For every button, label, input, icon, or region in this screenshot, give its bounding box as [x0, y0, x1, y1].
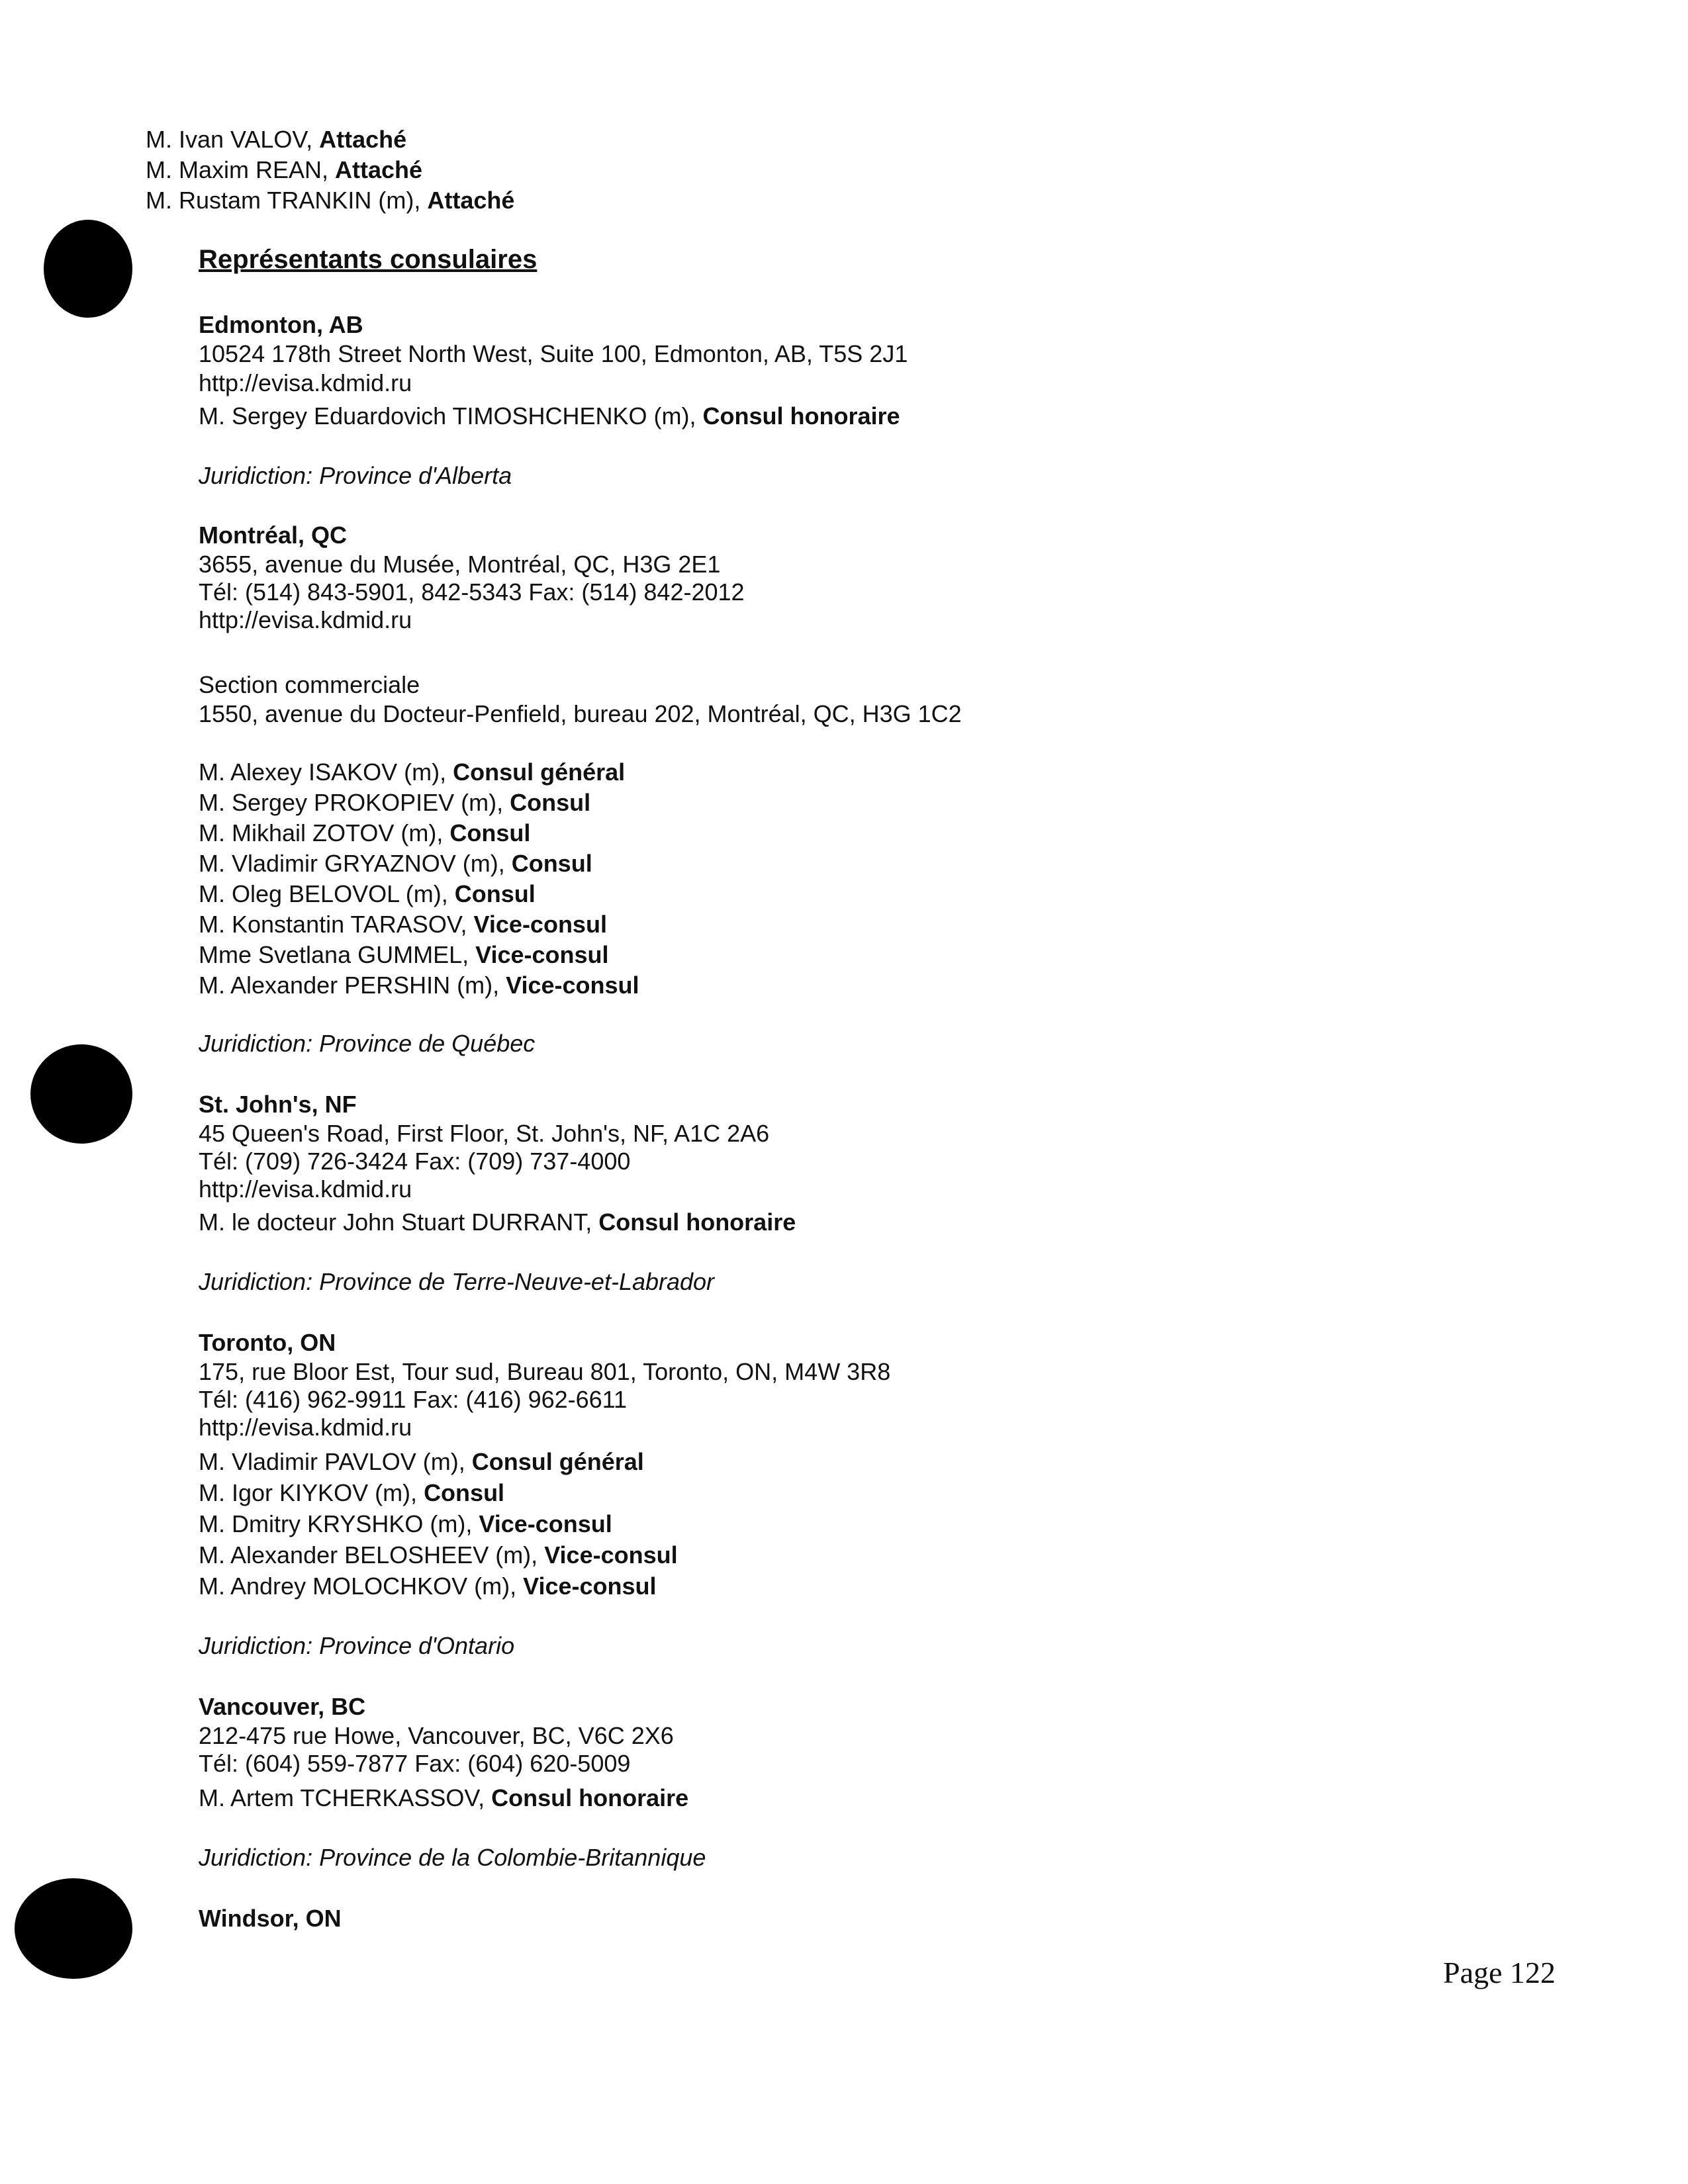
vancouver-address: 212-475 rue Howe, Vancouver, BC, V6C 2X6 [199, 1722, 674, 1749]
attache-line: M. Ivan VALOV, Attaché [146, 126, 407, 153]
edmonton-url: http://evisa.kdmid.ru [199, 369, 412, 396]
edmonton-jurisdiction: Juridiction: Province d'Alberta [199, 462, 512, 489]
montreal-phone: Tél: (514) 843-5901, 842-5343 Fax: (514) 842-2012 [199, 578, 745, 606]
montreal-official: M. Oleg BELOVOL (m), Consul [199, 880, 536, 907]
city-heading-vancouver: Vancouver, BC [199, 1693, 366, 1720]
toronto-official: M. Alexander BELOSHEEV (m), Vice-consul [199, 1541, 678, 1569]
toronto-official: M. Dmitry KRYSHKO (m), Vice-consul [199, 1510, 612, 1537]
city-heading-montreal: Montréal, QC [199, 522, 348, 549]
toronto-jurisdiction: Juridiction: Province d'Ontario [199, 1632, 515, 1659]
montreal-section-address: 1550, avenue du Docteur-Penfield, bureau 202, Montréal, QC, H3G 1C2 [199, 700, 962, 727]
city-heading-stjohns: St. John's, NF [199, 1091, 357, 1118]
stjohns-consul: M. le docteur John Stuart DURRANT, Consul honoraire [199, 1208, 796, 1236]
montreal-official: M. Konstantin TARASOV, Vice-consul [199, 911, 607, 938]
city-heading-toronto: Toronto, ON [199, 1329, 336, 1356]
toronto-address: 175, rue Bloor Est, Tour sud, Bureau 801, Toronto, ON, M4W 3R8 [199, 1358, 891, 1385]
vancouver-consul: M. Artem TCHERKASSOV, Consul honoraire [199, 1784, 689, 1811]
edmonton-address: 10524 178th Street North West, Suite 100, Edmonton, AB, T5S 2J1 [199, 340, 908, 367]
montreal-official: M. Mikhail ZOTOV (m), Consul [199, 819, 531, 846]
vancouver-jurisdiction: Juridiction: Province de la Colombie-Britannique [199, 1844, 706, 1871]
toronto-url: http://evisa.kdmid.ru [199, 1414, 412, 1441]
punch-hole-bottom [15, 1878, 132, 1979]
montreal-official: M. Alexander PERSHIN (m), Vice-consul [199, 972, 639, 999]
montreal-url: http://evisa.kdmid.ru [199, 606, 412, 633]
punch-hole-middle [30, 1044, 132, 1144]
montreal-address: 3655, avenue du Musée, Montréal, QC, H3G 2E1 [199, 551, 721, 578]
toronto-official: M. Andrey MOLOCHKOV (m), Vice-consul [199, 1572, 657, 1600]
toronto-official: M. Igor KIYKOV (m), Consul [199, 1479, 505, 1506]
stjohns-address: 45 Queen's Road, First Floor, St. John's, NF, A1C 2A6 [199, 1120, 770, 1147]
stjohns-jurisdiction: Juridiction: Province de Terre-Neuve-et-Labrador [199, 1268, 715, 1295]
punch-hole-top [44, 220, 132, 318]
section-heading: Représentants consulaires [199, 245, 538, 274]
montreal-jurisdiction: Juridiction: Province de Québec [199, 1030, 536, 1057]
attache-line: M. Maxim REAN, Attaché [146, 156, 423, 183]
city-heading-edmonton: Edmonton, AB [199, 311, 363, 338]
montreal-official: Mme Svetlana GUMMEL, Vice-consul [199, 941, 609, 968]
attache-line: M. Rustam TRANKIN (m), Attaché [146, 187, 515, 214]
montreal-official: M. Alexey ISAKOV (m), Consul général [199, 758, 626, 786]
city-heading-windsor: Windsor, ON [199, 1905, 342, 1932]
montreal-official: M. Sergey PROKOPIEV (m), Consul [199, 789, 591, 816]
montreal-official: M. Vladimir GRYAZNOV (m), Consul [199, 850, 592, 877]
page-number: Page 122 [1443, 1956, 1556, 1989]
stjohns-url: http://evisa.kdmid.ru [199, 1175, 412, 1203]
edmonton-consul: M. Sergey Eduardovich TIMOSHCHENKO (m), Consul honoraire [199, 402, 900, 430]
montreal-section: Section commerciale [199, 671, 420, 698]
stjohns-phone: Tél: (709) 726-3424 Fax: (709) 737-4000 [199, 1148, 631, 1175]
toronto-phone: Tél: (416) 962-9911 Fax: (416) 962-6611 [199, 1386, 628, 1413]
toronto-official: M. Vladimir PAVLOV (m), Consul général [199, 1448, 644, 1475]
vancouver-phone: Tél: (604) 559-7877 Fax: (604) 620-5009 [199, 1750, 631, 1777]
